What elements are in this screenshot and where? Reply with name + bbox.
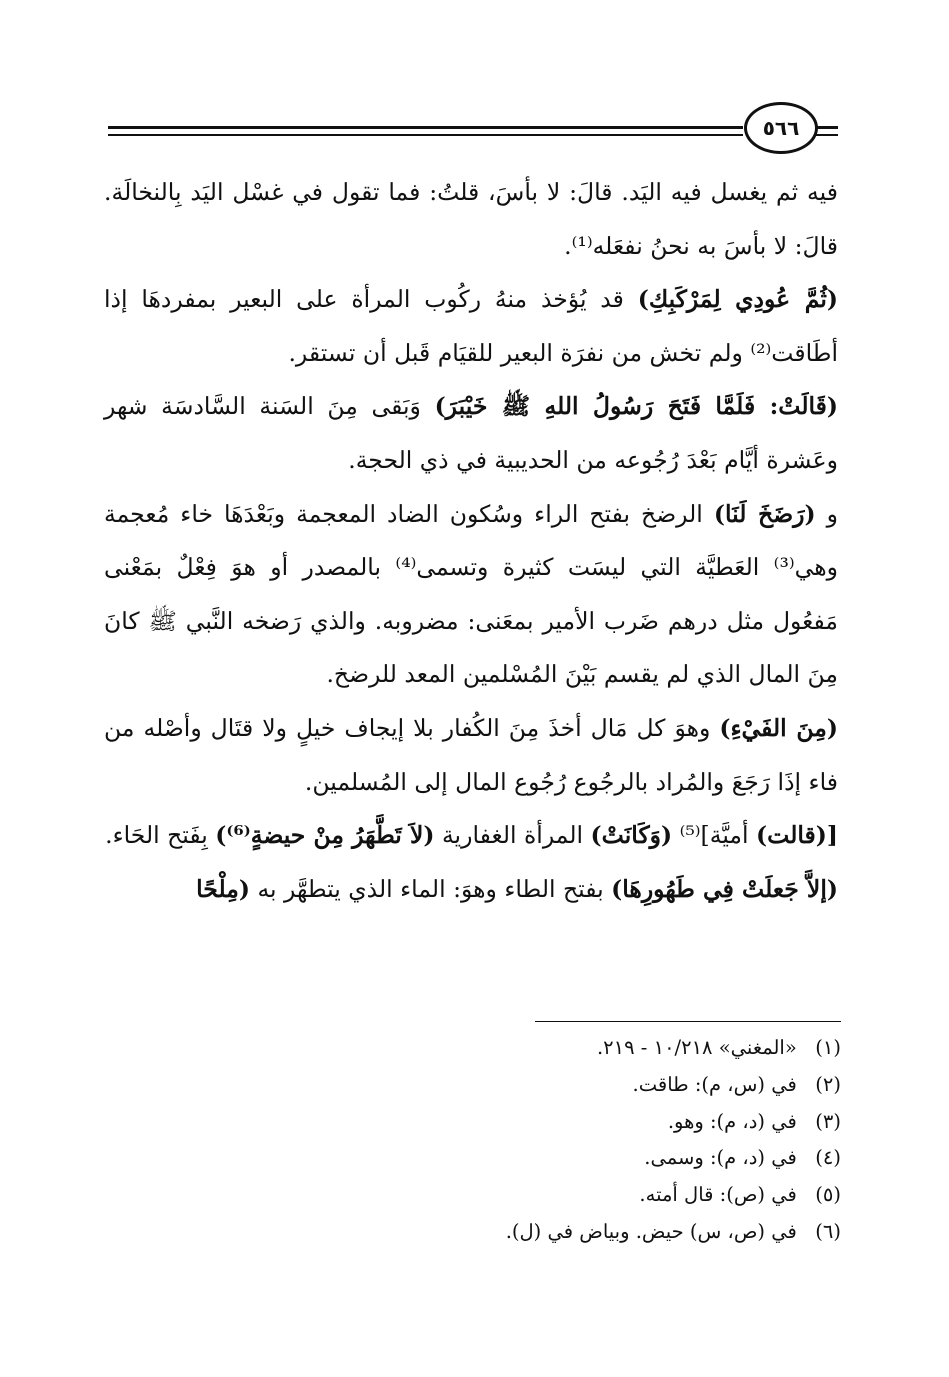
footnote-item (300, 1030, 841, 1067)
footnote-separator (535, 1021, 841, 1022)
hadith-quote: (لاَ تَطَّهَرُ مِنْ حيضةٍ⁽⁶⁾) (215, 821, 435, 850)
footnote-item (300, 1140, 841, 1177)
hadith-quote: (ثُمَّ عُودِي لِمَرْكَبِكِ) (637, 285, 838, 314)
hadith-quote: (رَضَخَ لَنَا) (713, 499, 816, 528)
hadith-quote: [(قالت) (756, 821, 838, 850)
footnote-number: (٢) (815, 1072, 841, 1096)
footnote-number: (٦) (815, 1219, 841, 1243)
hadith-quote: (إلاَّ جَعلَتْ فِي طَهُورِهَا) (611, 874, 838, 903)
footnote-number: (٤) (815, 1146, 841, 1170)
paragraph-5 (104, 702, 838, 809)
commentary-text: وهوَ كل مَال أخذَ مِنَ الكُفار بلا إيجاف خيلٍ ولا قتَال وأصْله من فاء إذَا رَجَعَ والمُراد بالرجُوع رُجُوع المال إلى المُسلمين. (104, 713, 838, 796)
commentary-text: الرضخ بفتح الراء وسُكون الضاد المعجمة وبَعْدَهَا خاء مُعجمة وهي⁽³⁾ العَطيَّة التي ليسَت كثيرة وتسمى⁽⁴⁾ بالمصدر أو هوَ فِعْلٌ بمَعْنى مَفعُول مثل درهم ضَرب الأمير بمعَنى: مضروبه. والذي رَضخه النَّبي ﷺ كانَ مِنَ المال الذي لم يقسم بَيْنَ المُسْلمين المعد للرضخ. (104, 499, 838, 689)
header-rule-right (816, 126, 838, 129)
page-number-badge (744, 102, 818, 154)
footnote-text: في (ص): قال أمته. (639, 1183, 797, 1207)
conjunction: و (815, 499, 838, 528)
hadith-quote: (قَالَتْ: فَلَمَّا فَتَحَ رَسُولُ اللهِ ﷺ خَيْبَرَ) (434, 392, 838, 421)
hadith-quote: (وَكَانَتْ) (590, 821, 673, 850)
commentary-text: وَبَقى مِنَ السَنة السَّادسَة شهر وعَشرة أيَّام بَعْدَ رُجُوعه من الحديبية في ذي الحجة. (104, 392, 838, 474)
footnote-text: في (د، م): وسمى. (644, 1146, 797, 1170)
paragraph-3 (104, 380, 838, 487)
commentary-text: قد يُؤخذ منهُ ركُوب المرأة على البعير بمفردهَا إذا أطَاقت⁽²⁾ ولم تخش من نفرَة البعير للقيَام قَبل أن تستقر. (104, 285, 838, 367)
header-rule (108, 126, 743, 129)
footnote-item (300, 1104, 841, 1141)
paragraph-6 (104, 809, 838, 863)
commentary-text: بِفَتح الحَاء. (105, 821, 216, 850)
footnote-text: في (س، م): طاقت. (632, 1072, 797, 1096)
paragraph-4 (104, 488, 838, 702)
footnote-number: (٥) (815, 1183, 841, 1207)
footnote-text: في (د، م): وهو. (667, 1109, 797, 1133)
paragraph-1 (104, 166, 838, 273)
paragraph-2 (104, 273, 838, 380)
paragraph-1-text: فيه ثم يغسل فيه اليَد. قالَ: لا بأسَ، قلتُ: فما تقول في غسْل اليَد بِالنخالَة. قالَ: لا بأسَ به نحنُ نفعَله⁽¹⁾. (104, 178, 838, 260)
footnote-number: (١) (815, 1036, 841, 1059)
commentary-text: أميَّة]⁽⁵⁾ (672, 821, 756, 850)
header-rule-thin (108, 134, 743, 136)
main-text (104, 166, 838, 916)
footnotes (300, 1030, 841, 1251)
footnote-text: «المغني» ١٠/٢١٨ - ٢١٩. (596, 1036, 797, 1059)
hadith-quote: (مِلْحًا (196, 874, 250, 903)
header-rule-right-thin (816, 134, 838, 136)
footnote-text: في (ص، س) حيض. وبياض في (ل). (505, 1219, 797, 1243)
footnote-item (300, 1214, 841, 1251)
hadith-quote: (مِنَ الفَيْءِ) (719, 713, 838, 742)
footnote-item (300, 1177, 841, 1214)
paragraph-7 (104, 863, 838, 917)
footnote-item (300, 1067, 841, 1104)
page-header (108, 102, 838, 162)
commentary-text: بفتح الطاء وهوَ: الماء الذي يتطهَّر به (249, 874, 612, 903)
footnote-number: (٣) (815, 1109, 841, 1133)
page-number: ٥٦٦ (762, 116, 800, 140)
commentary-text: المرأة الغفارية (434, 821, 591, 850)
